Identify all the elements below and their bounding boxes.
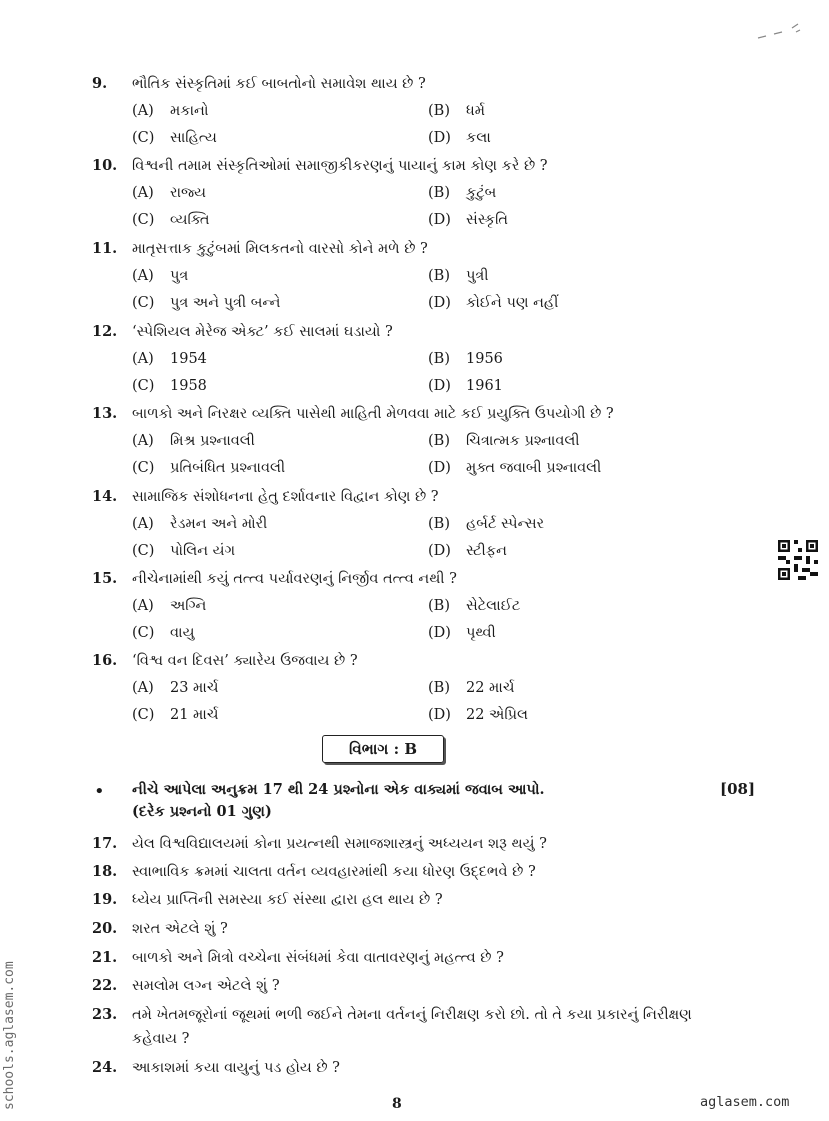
question-number: 17.	[92, 835, 118, 852]
option-d: (D) સંસ્કૃતિ	[428, 212, 509, 228]
option-b: (B) 22 માર્ચ	[428, 680, 515, 696]
pen-mark	[752, 20, 804, 46]
option-c: (C) વાયુ	[132, 625, 195, 641]
question-number: 20.	[92, 920, 118, 937]
option-a: (A) 1954	[132, 351, 207, 367]
question-number: 9.	[92, 75, 108, 92]
option-b: (B) 1956	[428, 351, 503, 367]
option-a: (A) પુત્ર	[132, 268, 189, 284]
question-number: 12.	[92, 323, 118, 340]
section-instruction: નીચે આપેલા અનુક્રમ 17 થી 24 પ્રશ્નોના એક વાક્યમાં જવાબ આપો.	[132, 781, 545, 798]
question-text: શરત એટલે શું ?	[132, 921, 228, 937]
section-marks: [08]	[720, 780, 756, 798]
question-number: 18.	[92, 863, 118, 880]
question-text: બાળકો અને મિત્રો વચ્ચેના સંબંધમાં કેવા વાતાવરણનું મહત્ત્વ છે ?	[132, 950, 504, 966]
qr-code-icon	[778, 540, 818, 580]
option-a: (A) 23 માર્ચ	[132, 680, 219, 696]
option-b: (B) ચિત્રાત્મક પ્રશ્નાવલી	[428, 433, 580, 449]
section-title: વિભાગ : B	[322, 735, 444, 763]
question-text: ‘વિશ્વ વન દિવસ’ ક્યારેય ઉજવાય છે ?	[132, 653, 358, 669]
option-d: (D) 1961	[428, 378, 503, 394]
option-d: (D) પૃથ્વી	[428, 625, 496, 641]
option-b: (B) કુટુંબ	[428, 185, 497, 201]
question-number: 13.	[92, 405, 118, 422]
question-number: 21.	[92, 949, 118, 966]
question-number: 24.	[92, 1059, 118, 1076]
question-text: તમે ખેતમજૂરોનાં જૂથમાં ભળી જઈને તેમના વર્તનનું નિરીક્ષણ કરો છો. તો તે કયા પ્રકારનું નિરીક્ષણ કહેવાય ?	[132, 1007, 692, 1047]
option-c: (C) વ્યક્તિ	[132, 212, 210, 228]
question-text: માતૃસત્તાક કુટુંબમાં મિલકતનો વારસો કોને મળે છે ?	[132, 241, 428, 257]
side-watermark: schools.aglasem.com	[2, 961, 17, 1110]
question-text: સ્વાભાવિક ક્રમમાં ચાલતા વર્તન વ્યવહારમાંથી કયા ધોરણ ઉદ્દભવે છે ?	[132, 864, 536, 880]
option-d: (D) કોઈને પણ નહીં	[428, 295, 559, 311]
option-b: (B) સેટેલાઈટ	[428, 598, 521, 614]
question-number: 10.	[92, 157, 118, 174]
option-a: (A) અગ્નિ	[132, 598, 207, 614]
page-number: 8	[392, 1096, 402, 1112]
option-d: (D) મુક્ત જવાબી પ્રશ્નાવલી	[428, 460, 602, 476]
question-text: ધ્યેય પ્રાપ્તિની સમસ્યા કઈ સંસ્થા દ્વારા હલ થાય છે ?	[132, 892, 443, 908]
question-text: નીચેનામાંથી કયું તત્ત્વ પર્યાવરણનું નિર્જીવ તત્ત્વ નથી ?	[132, 571, 457, 587]
option-b: (B) હર્બર્ટ સ્પેન્સર	[428, 516, 545, 532]
question-number: 11.	[92, 240, 118, 257]
question-text: વિશ્વની તમામ સંસ્કૃતિઓમાં સમાજીકીકરણનું પાયાનું કામ કોણ કરે છે ?	[132, 158, 548, 174]
option-a: (A) મકાનો	[132, 103, 209, 119]
option-c: (C) પોલિન યંગ	[132, 543, 236, 559]
question-text: ‘સ્પેશિયલ મેરેજ એક્ટ’ કઈ સાલમાં ઘડાયો ?	[132, 324, 393, 340]
question-number: 15.	[92, 570, 118, 587]
option-c: (C) 1958	[132, 378, 207, 394]
option-c: (C) સાહિત્ય	[132, 130, 217, 146]
question-text: ભૌતિક સંસ્કૃતિમાં કઈ બાબતોનો સમાવેશ થાય છે ?	[132, 76, 426, 92]
option-a: (A) મિશ્ર પ્રશ્નાવલી	[132, 433, 255, 449]
question-text: સામાજિક સંશોધનના હેતુ દર્શાવનાર વિદ્વાન કોણ છે ?	[132, 489, 439, 505]
option-a: (A) રાજ્ય	[132, 185, 207, 201]
question-number: 16.	[92, 652, 118, 669]
option-b: (B) ધર્મ	[428, 103, 485, 119]
option-d: (D) 22 એપ્રિલ	[428, 707, 529, 723]
option-b: (B) પુત્રી	[428, 268, 489, 284]
question-text: બાળકો અને નિરક્ષર વ્યક્તિ પાસેથી માહિતી મેળવવા માટે કઈ પ્રયુક્તિ ઉપયોગી છે ?	[132, 406, 614, 422]
bullet-icon: •	[94, 781, 105, 802]
option-c: (C) પુત્ર અને પુત્રી બન્ને	[132, 295, 281, 311]
option-d: (D) કલા	[428, 130, 491, 146]
question-number: 22.	[92, 977, 118, 994]
corner-watermark: aglasem.com	[700, 1094, 790, 1110]
question-number: 14.	[92, 488, 118, 505]
question-text: યેલ વિશ્વવિદ્યાલયમાં કોના પ્રયત્નથી સમાજશાસ્ત્રનું અધ્યયન શરૂ થયું ?	[132, 836, 547, 852]
option-a: (A) રેડમન અને મોરી	[132, 516, 268, 532]
question-number: 19.	[92, 891, 118, 908]
option-d: (D) સ્ટીફન	[428, 543, 507, 559]
option-c: (C) પ્રતિબંધિત પ્રશ્નાવલી	[132, 460, 286, 476]
option-c: (C) 21 માર્ચ	[132, 707, 219, 723]
question-text: આકાશમાં કયા વાયુનું પડ હોય છે ?	[132, 1060, 340, 1076]
question-text: સમલોમ લગ્ન એટલે શું ?	[132, 978, 280, 994]
question-number: 23.	[92, 1006, 118, 1023]
section-instruction-marks-note: (દરેક પ્રશ્નનો 01 ગુણ)	[132, 803, 272, 820]
